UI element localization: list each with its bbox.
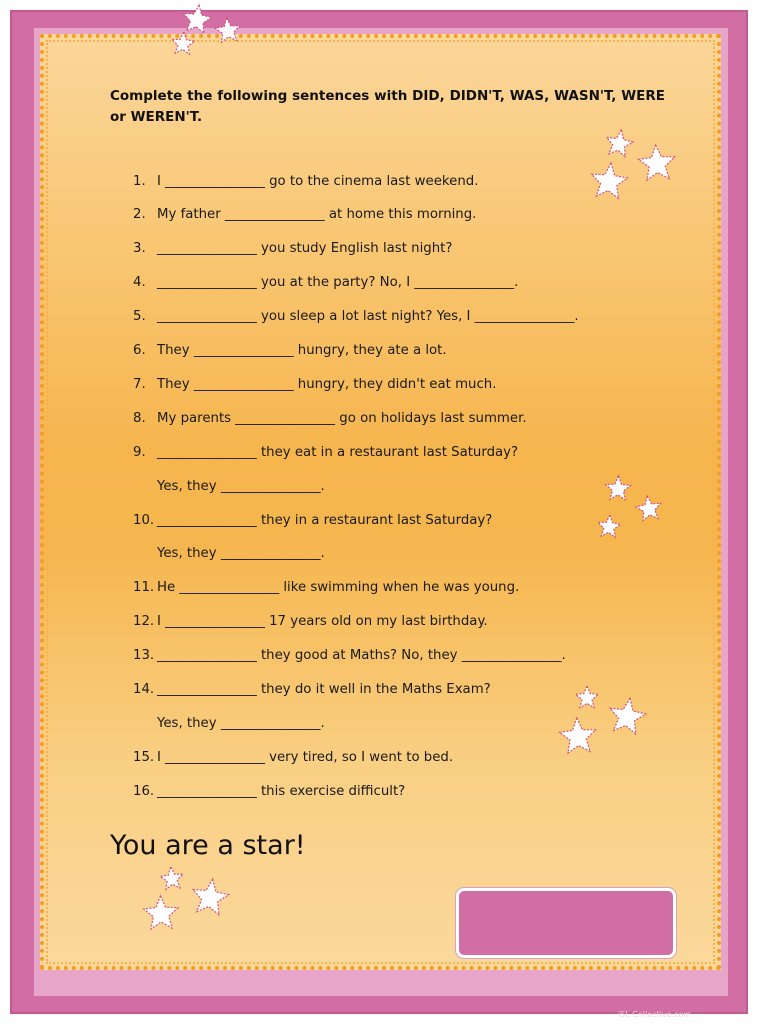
score-box — [456, 888, 676, 958]
question-text: My father _______________ at home this morning. — [157, 207, 477, 222]
star-icon — [634, 494, 664, 524]
question-row — [133, 374, 496, 396]
star-icon — [595, 513, 623, 541]
question-text: _______________ you study English last night? — [157, 241, 453, 256]
closing-title: You are a star! — [110, 830, 306, 861]
question-row — [133, 543, 325, 565]
question-row — [133, 238, 452, 260]
question-number: 4. — [133, 275, 146, 290]
question-number: 14. — [133, 682, 155, 697]
question-text: They _______________ hungry, they didn't eat much. — [157, 377, 497, 392]
question-number: 13. — [133, 648, 155, 663]
question-row — [133, 645, 566, 667]
question-row — [133, 476, 325, 498]
question-row — [133, 306, 579, 328]
star-icon — [141, 894, 181, 934]
question-number: 16. — [133, 784, 155, 799]
question-number: 10. — [133, 513, 155, 528]
star-icon — [573, 684, 601, 712]
question-text: I _______________ 17 years old on my last birthday. — [157, 614, 488, 629]
question-row — [133, 781, 405, 803]
question-row — [133, 340, 447, 362]
question-row — [133, 577, 519, 599]
star-icon — [603, 474, 633, 504]
question-row — [133, 408, 527, 430]
watermark: iSL Collective.com — [618, 1010, 692, 1019]
star-icon — [213, 16, 243, 46]
star-icon — [606, 696, 648, 738]
question-text: _______________ they eat in a restaurant last Saturday? — [157, 445, 519, 460]
question-text: They _______________ hungry, they ate a lot. — [157, 343, 447, 358]
question-number: 1. — [133, 174, 146, 189]
question-text: _______________ they do it well in the Maths Exam? — [157, 682, 491, 697]
question-number: 15. — [133, 750, 155, 765]
star-icon — [189, 877, 231, 919]
instructions-text: Complete the following sentences with DID, DIDN'T, WAS, WASN'T, WERE or WEREN'T — [110, 88, 665, 125]
question-row — [133, 510, 492, 532]
question-row — [133, 611, 488, 633]
question-text: I _______________ very tired, so I went to bed. — [157, 750, 454, 765]
question-number: 11. — [133, 580, 155, 595]
instructions — [110, 86, 665, 128]
question-text: _______________ you sleep a lot last night? Yes, I _______________. — [157, 309, 579, 324]
question-text: Yes, they _______________. — [157, 716, 325, 731]
question-row — [133, 204, 476, 226]
question-number: 8. — [133, 411, 146, 426]
question-row — [133, 171, 478, 193]
question-number: 7. — [133, 377, 146, 392]
star-icon — [158, 865, 186, 893]
star-icon — [603, 128, 635, 160]
question-text: Yes, they _______________. — [157, 479, 325, 494]
question-row — [133, 713, 325, 735]
question-row — [133, 272, 518, 294]
question-number: 6. — [133, 343, 146, 358]
star-icon — [636, 143, 678, 185]
question-text: _______________ you at the party? No, I _______________. — [157, 275, 519, 290]
star-icon — [588, 161, 630, 203]
question-number: 12. — [133, 614, 155, 629]
question-text: _______________ they in a restaurant last Saturday? — [157, 513, 493, 528]
question-text: _______________ this exercise difficult? — [157, 784, 406, 799]
question-text: He _______________ like swimming when he was young. — [157, 580, 520, 595]
star-icon — [557, 716, 599, 758]
question-number: 2. — [133, 207, 146, 222]
question-row — [133, 442, 518, 464]
question-row — [133, 679, 491, 701]
question-number: 5. — [133, 309, 146, 324]
question-text: _______________ they good at Maths? No, they _______________. — [157, 648, 566, 663]
question-number: 3. — [133, 241, 146, 256]
question-row — [133, 747, 453, 769]
question-text: My parents _______________ go on holidays last summer. — [157, 411, 527, 426]
question-text: I _______________ go to the cinema last weekend. — [157, 174, 479, 189]
question-number: 9. — [133, 445, 146, 460]
instructions-period: . — [196, 109, 203, 125]
question-text: Yes, they _______________. — [157, 546, 325, 561]
star-icon — [169, 30, 197, 58]
